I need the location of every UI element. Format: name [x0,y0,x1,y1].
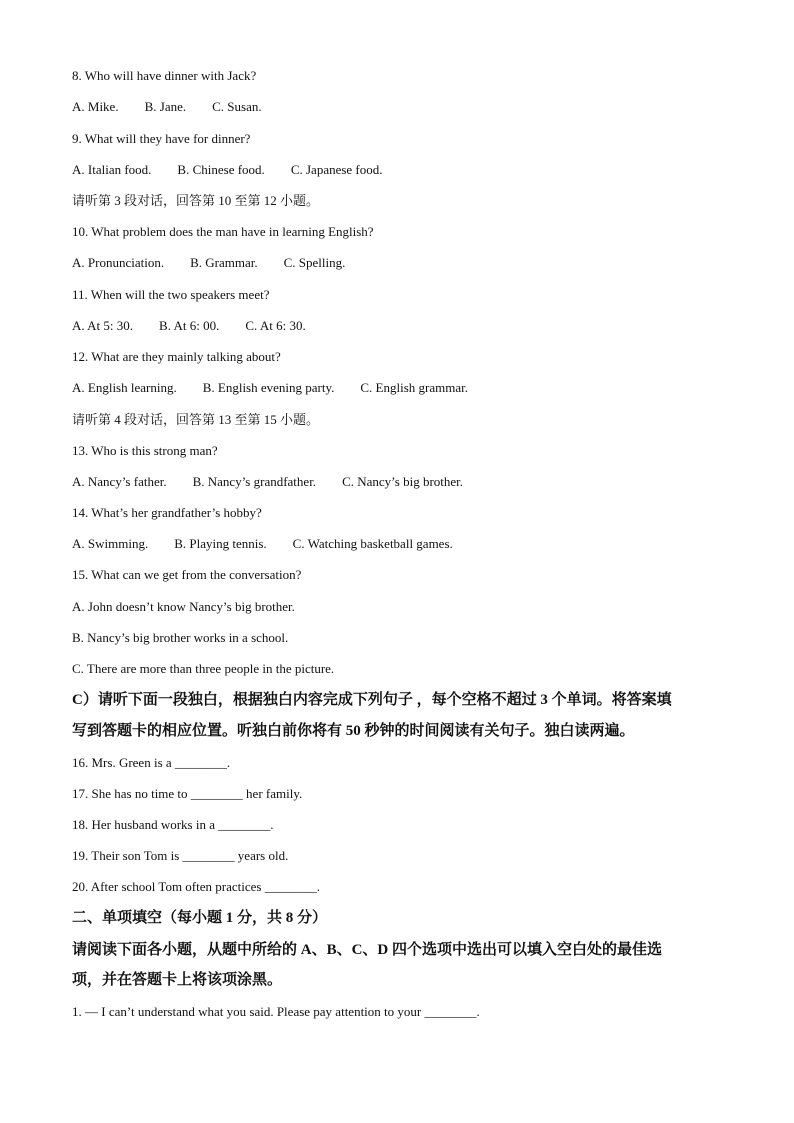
option-b: B. At 6: 00. [159,318,220,333]
option-a: A. English learning. [72,380,177,395]
question-15-option-c: C. There are more than three people in the picture. [72,661,335,676]
section-4-instruction: 请听第 4 段对话，回答第 13 至第 15 小题。 [72,412,320,427]
option-a: A. Swimming. [72,536,149,551]
option-b: B. English evening party. [202,380,335,395]
question-11-options [72,318,306,334]
option-b: B. Playing tennis. [174,536,267,551]
option-c: C. Japanese food. [290,162,383,177]
question-15-option-b: B. Nancy’s big brother works in a school. [72,630,289,645]
part-c-instruction-line-1: C）请听下面一段独白，根据独白内容完成下列句子 ，每个空格不超过 3 个单词。将答案填 [72,692,672,708]
question-10: 10. What problem does the man have in learning English? [72,224,374,239]
fill-question-17: 17. She has no time to ________ her family. [72,786,303,801]
question-9: 9. What will they have for dinner? [72,131,251,146]
option-b: B. Chinese food. [177,162,265,177]
question-9-options [72,162,383,178]
option-c: C. Susan. [212,99,262,114]
part-c-instruction-line-2: 写到答题卡的相应位置。听独白前你将有 50 秒钟的时间阅读有关句子。独白读两遍。 [72,723,635,739]
option-a: A. Nancy’s father. [72,474,167,489]
option-a: A. At 5: 30. [72,318,134,333]
section-2-instruction-line-2: 项，并在答题卡上将该项涂黑。 [72,972,283,988]
option-a: A. Pronunciation. [72,255,165,270]
fill-question-16: 16. Mrs. Green is a ________. [72,755,231,770]
fill-question-20: 20. After school Tom often practices ________. [72,879,320,894]
section-3-instruction: 请听第 3 段对话，回答第 10 至第 12 小题。 [72,193,320,208]
question-13: 13. Who is this strong man? [72,443,218,458]
option-c: C. English grammar. [360,380,468,395]
option-c: C. Nancy’s big brother. [342,474,464,489]
question-14: 14. What’s her grandfather’s hobby? [72,505,262,520]
option-c: C. Watching basketball games. [292,536,453,551]
question-11: 11. When will the two speakers meet? [72,287,270,302]
option-b: B. Nancy’s grandfather. [192,474,317,489]
option-b: B. Grammar. [190,255,258,270]
fill-question-18: 18. Her husband works in a ________. [72,817,274,832]
section-2-instruction-line-1: 请阅读下面各小题，从题中所给的 A、B、C、D 四个选项中选出可以填入空白处的最佳选 [72,942,663,958]
fill-question-19: 19. Their son Tom is ________ years old. [72,848,289,863]
section-2-title: 二、单项填空（每小题 1 分，共 8 分） [72,910,328,926]
question-15: 15. What can we get from the conversation? [72,567,302,582]
question-13-options [72,474,463,490]
question-10-options [72,255,345,271]
question-12-options [72,380,468,396]
option-c: C. Spelling. [283,255,346,270]
option-c: C. At 6: 30. [245,318,306,333]
multiple-choice-question-1: 1. — I can’t understand what you said. Please pay attention to your ________. [72,1004,480,1019]
question-12: 12. What are they mainly talking about? [72,349,281,364]
option-b: B. Jane. [144,99,187,114]
option-a: A. Mike. [72,99,119,114]
question-14-options [72,536,453,552]
option-a: A. Italian food. [72,162,152,177]
question-8-options [72,99,262,115]
question-15-option-a: A. John doesn’t know Nancy’s big brother. [72,599,295,614]
question-8: 8. Who will have dinner with Jack? [72,68,257,83]
